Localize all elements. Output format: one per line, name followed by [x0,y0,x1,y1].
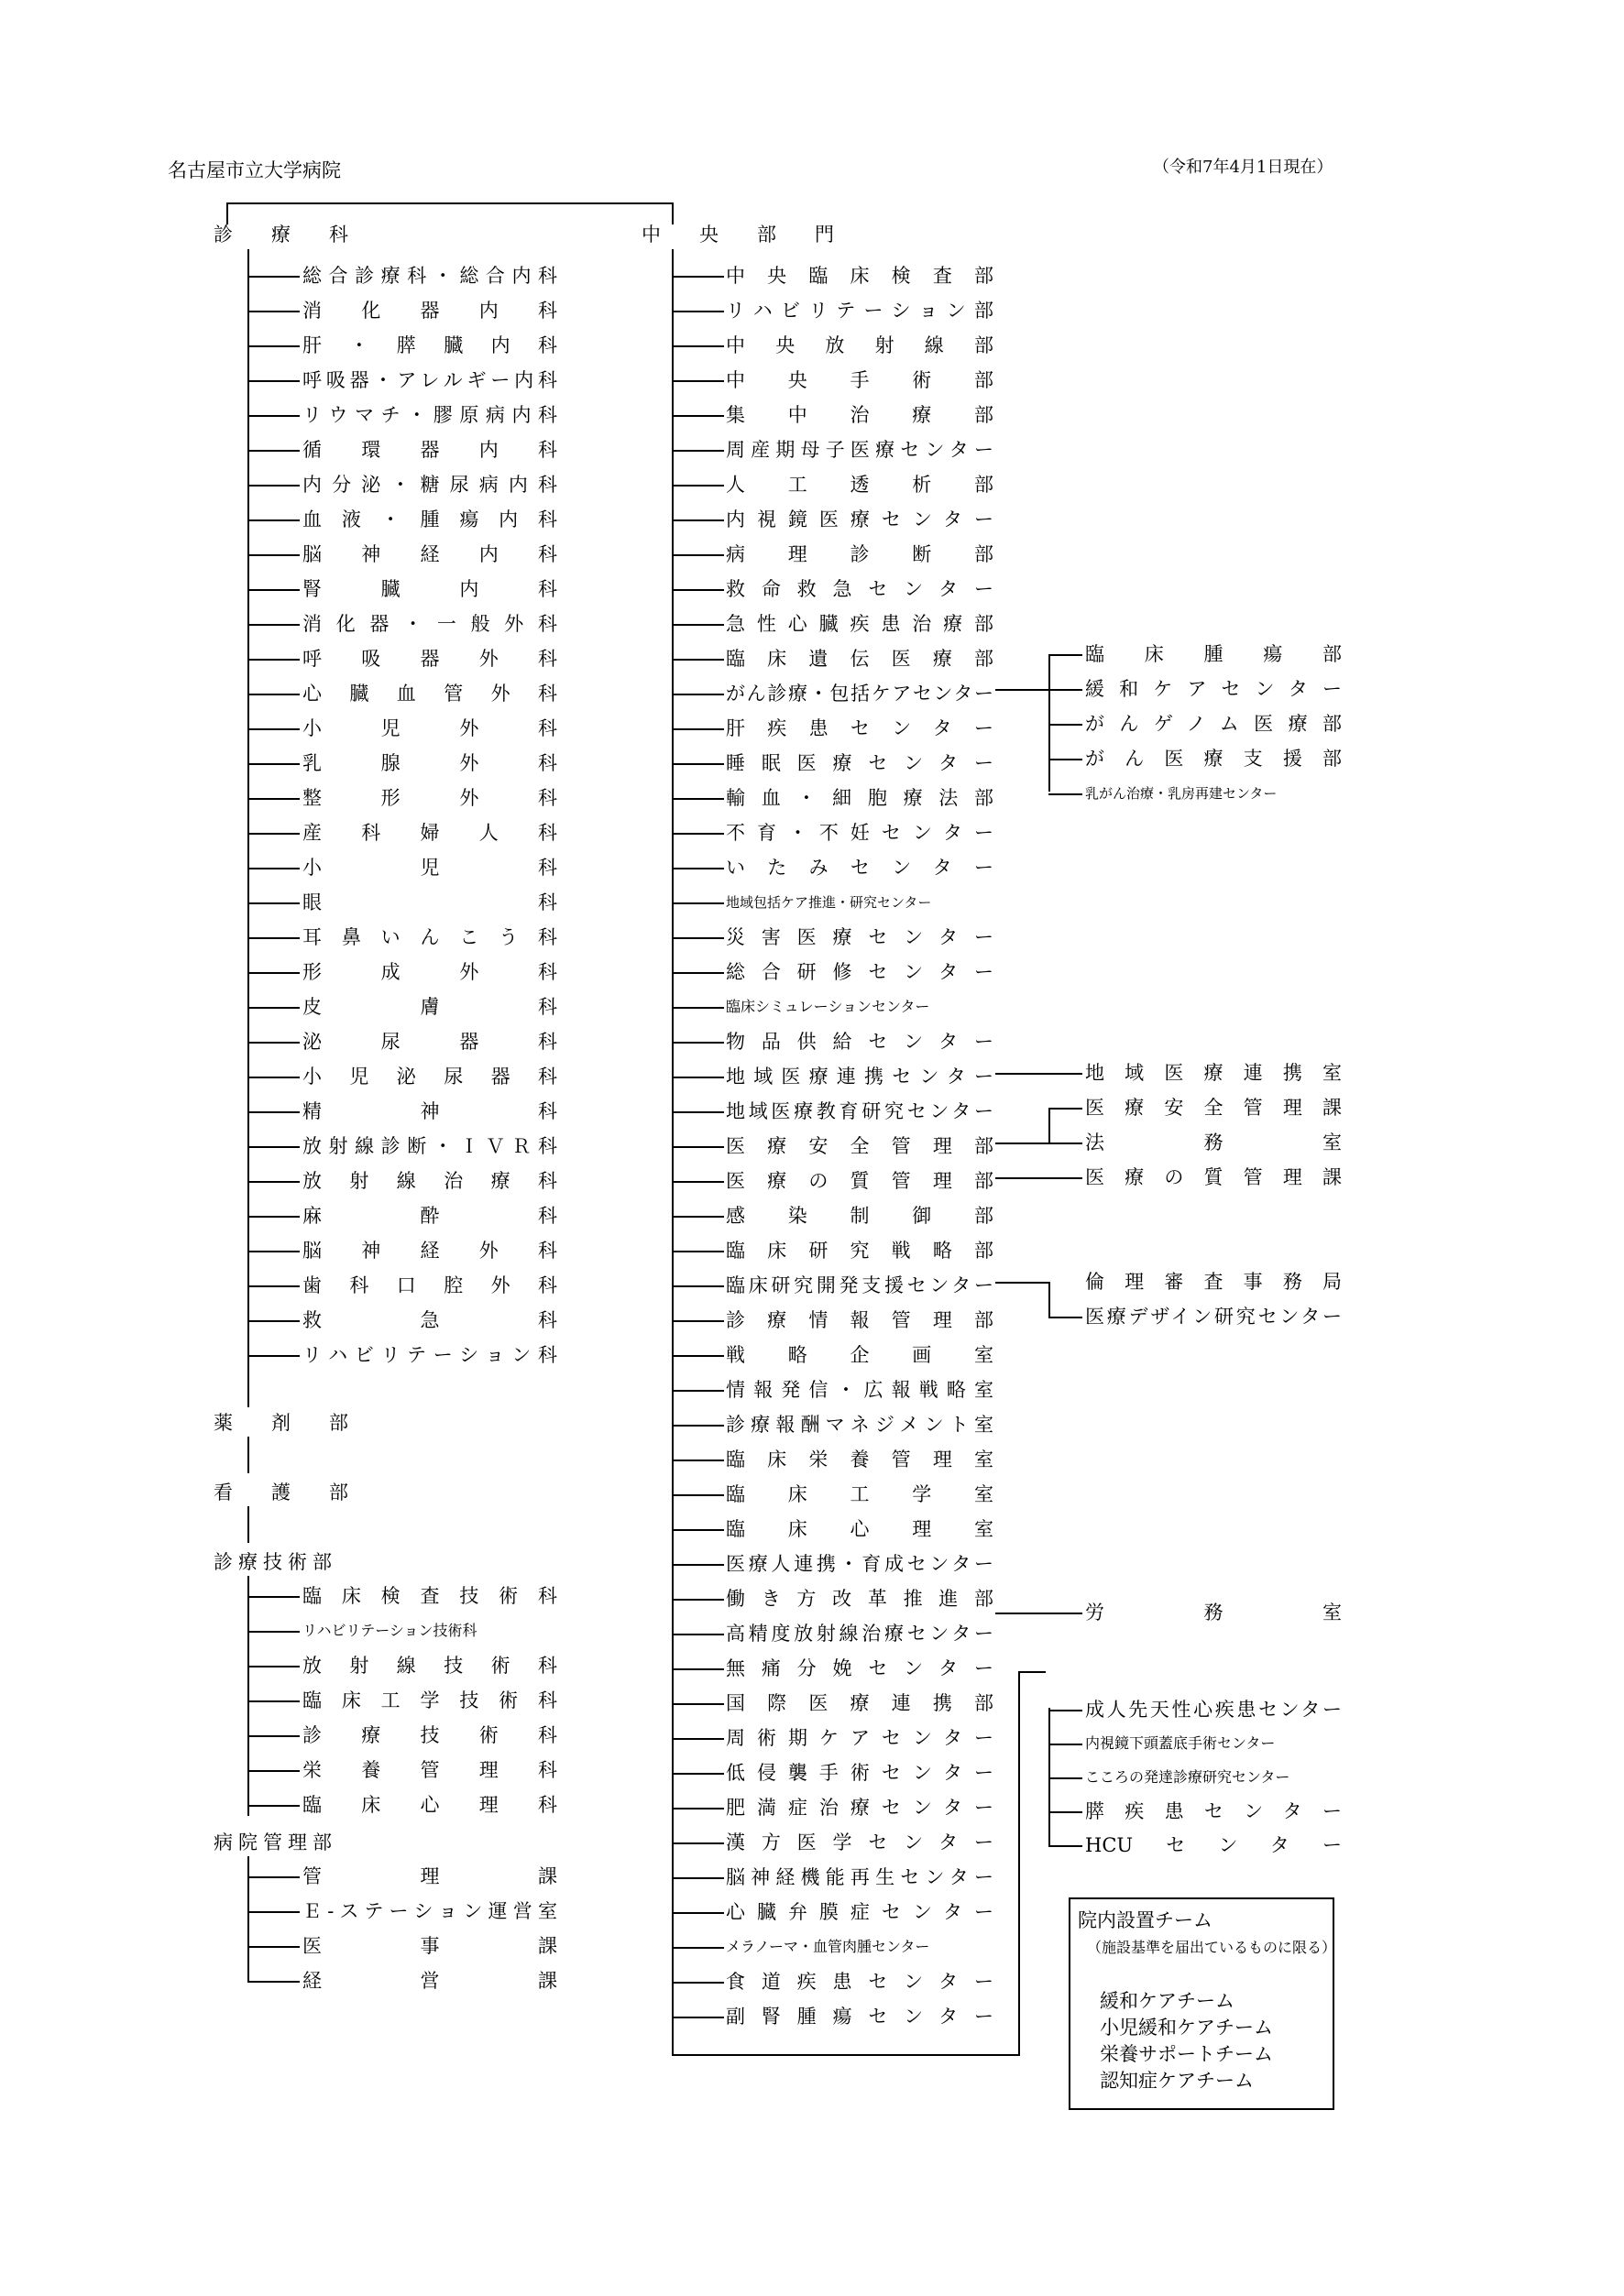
branch-line [247,1735,300,1737]
top-connector-line [672,202,674,224]
hospital-name: 名古屋市立大学病院 [168,159,341,181]
chuo-bumon-item: 臨床シミュレーションセンター [726,998,930,1015]
chuo-bumon-item: 人工透析部 [726,474,993,496]
shinryogijutsu-item: 臨床心理科 [302,1794,557,1816]
branch-line [672,1877,724,1879]
branch-line [672,1912,724,1914]
branch-line [672,1390,724,1392]
branch-line [247,1042,300,1044]
chuo-bumon-item: 肝疾患センター [726,717,993,739]
shinryoka-item: 歯科口腔外科 [302,1274,557,1296]
branch-line [1048,793,1082,795]
branch-line [247,902,300,904]
shinryoka-item: 産科婦人科 [302,822,557,844]
chuo-bumon-item: 臨床工学室 [726,1483,993,1505]
chuo-bumon-item: 輸血・細胞療法部 [726,787,993,809]
branch-line [247,485,300,487]
branch-line [1048,1845,1082,1847]
shinryoka-item: 形成外科 [302,961,557,983]
branch-line [1048,1710,1082,1711]
connector-chiiki [995,1073,1082,1075]
chuo-bumon-item: 情報発信・広報戦略室 [726,1379,993,1401]
anzen-sub-spine [1048,1108,1050,1144]
chuo-bumon-item: 肥満症治療センター [726,1797,993,1819]
chuo-bumon-item: 地域包括ケア推進・研究センター [726,894,932,911]
chuo-bumon-item: 臨床研究戦略部 [726,1240,993,1262]
branch-line [672,1007,724,1009]
shinryoka-item: 放射線診断・ＩＶＲ科 [302,1135,557,1157]
shinryoka-item: 心臓血管外科 [302,683,557,705]
branch-line [247,694,300,695]
left-spine [247,1856,249,1983]
branch-line [247,1631,300,1633]
branch-line [1048,1777,1082,1779]
chuo-bumon-item: 中央放射線部 [726,334,993,356]
chiiki-renkei-shitsu: 地域医療連携室 [1085,1062,1342,1084]
romu-shitsu: 労務室 [1085,1602,1342,1624]
shinryoka-item: 泌尿器科 [302,1031,557,1053]
left-spine [247,1437,249,1473]
chuo-bumon-item: 総合研修センター [726,961,993,983]
connector-anzen [995,1143,1050,1144]
branch-line [672,345,724,347]
shinryoka-item: 救急科 [302,1309,557,1331]
branch-line [672,276,724,278]
anzen-sub-branch [1048,1108,1082,1110]
connector-gan [995,689,1050,691]
center-right-bracket [1018,1671,1046,1673]
as-of-date: （令和7年4月1日現在） [1153,158,1333,177]
left-spine [247,1576,249,1816]
connector-kaihatsu [995,1282,1050,1284]
branch-line [1048,654,1082,656]
branch-line [247,1805,300,1807]
left-spine [247,249,249,1407]
byoinkanri-item: Ｅ-ステーション運営室 [302,1900,557,1922]
extra-center-item: HCUセンター [1085,1834,1342,1856]
branch-line [247,798,300,800]
branch-line [672,1494,724,1496]
anzen-kanri-ka: 医療安全管理課 [1085,1097,1342,1119]
shinryogijutsu-item: 診療技術科 [302,1724,557,1746]
branch-line [672,798,724,800]
shinryoka-item: 麻酔科 [302,1205,557,1227]
shinryoka-item: リウマチ・膠原病内科 [302,404,557,426]
branch-line [672,415,724,417]
branch-line [1048,759,1082,760]
shinryoka-item: 循環器内科 [302,439,557,461]
branch-line [247,1700,300,1702]
extra-center-item: 膵疾患センター [1085,1800,1342,1822]
branch-line [672,1529,724,1531]
branch-line [247,345,300,347]
chuo-bumon-item: 周術期ケアセンター [726,1727,993,1749]
kaihatsu-sub-branch [1048,1317,1082,1318]
branch-line [247,1007,300,1009]
chuo-bumon-item: 不育・不妊センター [726,822,993,844]
branch-line [672,554,724,556]
chuo-bumon-item: 臨床遺伝医療部 [726,648,993,670]
chuo-bumon-item: 中央臨床検査部 [726,265,993,287]
chuo-bumon-item: 臨床心理室 [726,1518,993,1540]
branch-line [672,1982,724,1984]
shinryoka-item: 内分泌・糖尿病内科 [302,474,557,496]
shinryoka-item: 消化器・一般外科 [302,613,557,635]
branch-line [672,1842,724,1844]
extra-center-item: 内視鏡下頭蓋底手術センター [1085,1734,1276,1752]
chuo-bumon-item: 戦略企画室 [726,1344,993,1366]
chuo-bumon-item: メラノーマ・血管肉腫センター [726,1938,930,1955]
branch-line [672,311,724,312]
team-box-title: 院内設置チーム [1078,1909,1213,1931]
branch-line [672,1703,724,1705]
team-box [1069,1897,1337,2110]
branch-line [247,1216,300,1218]
branch-line [247,1355,300,1357]
branch-line [247,833,300,835]
branch-line [247,728,300,730]
iryo-design-center: 医療デザイン研究センター [1085,1306,1342,1328]
branch-line [672,1216,724,1218]
connector-hatarakikata [995,1613,1082,1614]
branch-line [672,485,724,487]
chuo-bumon-item: 物品供給センター [726,1031,993,1053]
chuo-bumon-item: 睡眠医療センター [726,752,993,774]
shinryogijutsu-item: 栄養管理科 [302,1759,557,1781]
center-right-bracket [1018,1671,1020,2056]
chuo-bumon-item: 診療報酬マネジメント室 [726,1414,993,1436]
branch-line [672,1181,724,1183]
branch-line [247,1320,300,1322]
branch-line [247,276,300,278]
branch-line [247,554,300,556]
shinryoka-item: 乳腺外科 [302,752,557,774]
byoinkanri-item: 経営課 [302,1970,557,1992]
branch-line [247,1911,300,1913]
chuo-bumon-item: 診療情報管理部 [726,1309,993,1331]
chuo-bumon-item: 臨床研究開発支援センター [726,1274,993,1296]
chuo-bumon-item: 地域医療連携センター [726,1066,993,1088]
chuo-bumon-item: 心臓弁膜症センター [726,1901,993,1923]
branch-line [247,1181,300,1183]
branch-line [247,1770,300,1772]
extra-centers-spine [1048,1708,1050,1845]
team-item: 緩和ケアチーム [1100,1990,1234,2012]
shinryoka-item: 脳神経外科 [302,1240,557,1262]
gan-sub-item: 乳がん治療・乳房再建センター [1085,785,1278,802]
chuo-bumon-item: 急性心臓疾患治療部 [726,613,993,635]
shinryoka-item: 精神科 [302,1100,557,1122]
branch-line [1048,1811,1082,1813]
chuo-bumon-item: がん診療・包括ケアセンター [726,683,993,705]
rinri-shinsa-jimukyoku: 倫理審査事務局 [1085,1271,1342,1293]
center-bottom-line [672,2054,1020,2056]
branch-line [672,937,724,939]
branch-line [247,763,300,765]
left-spine [247,1506,249,1543]
extra-center-item: こころの発達診療研究センター [1085,1768,1290,1786]
chuo-bumon-item: 無痛分娩センター [726,1657,993,1679]
branch-line [247,972,300,974]
chuo-bumon-item: 周産期母子医療センター [726,439,993,461]
branch-line [247,380,300,382]
shinryoka-item: 血液・腫瘍内科 [302,508,557,530]
byoinkanri-item: 管理課 [302,1865,557,1887]
branch-line [247,519,300,521]
branch-line [247,624,300,626]
shinryoka-item: 腎臓内科 [302,578,557,600]
gan-sub-item: 緩和ケアセンター [1085,678,1342,700]
branch-line [672,1738,724,1740]
shinryoka-item: 小児外科 [302,717,557,739]
branch-line [672,1599,724,1601]
branch-line [247,1666,300,1667]
shinryoka-item: 皮膚科 [302,996,557,1018]
branch-line [672,2017,724,2018]
chuo-bumon-item: 働き方改革推進部 [726,1588,993,1610]
shinryoka-item: 肝・膵臓内科 [302,334,557,356]
shinryoka-item: リハビリテーション科 [302,1344,557,1366]
chuo-bumon-item: リハビリテーション部 [726,300,993,322]
branch-line [247,1946,300,1948]
chuo-bumon-item: 医療安全管理部 [726,1135,993,1157]
shinryoka-item: 眼科 [302,891,557,913]
homu-shitsu: 法務室 [1085,1132,1342,1153]
branch-line [247,1146,300,1148]
team-item: 小児緩和ケアチーム [1100,2017,1273,2039]
branch-line [672,1564,724,1566]
shinryoka-item: 小児泌尿器科 [302,1066,557,1088]
branch-line [672,589,724,591]
chuo-bumon-item: 中央手術部 [726,369,993,391]
branch-line [672,1355,724,1357]
branch-line [247,311,300,312]
heading-kango: 看 護 部 [214,1481,348,1503]
chuo-bumon-item: 高精度放射線治療センター [726,1623,993,1645]
branch-line [247,450,300,452]
shinryoka-item: 放射線治療科 [302,1170,557,1192]
shinryoka-item: 消化器内科 [302,300,557,322]
branch-line [672,1111,724,1113]
branch-line [672,624,724,626]
chuo-bumon-item: 食道疾患センター [726,1971,993,1993]
branch-line [672,1251,724,1252]
branch-line [672,1320,724,1322]
byoinkanri-item: 医事課 [302,1935,557,1957]
shinryoka-item: 呼吸器外科 [302,648,557,670]
chuo-bumon-item: 内視鏡医療センター [726,508,993,530]
chuo-bumon-item: 漢方医学センター [726,1831,993,1853]
chuo-bumon-item: 低侵襲手術センター [726,1762,993,1784]
extra-center-item: 成人先天性心疾患センター [1085,1699,1342,1721]
branch-line [672,833,724,835]
chuo-bumon-item: 医療の質管理部 [726,1170,993,1192]
branch-line [247,1981,300,1983]
gan-sub-item: がんゲノム医療部 [1085,713,1342,735]
branch-line [672,1634,724,1635]
heading-byoinkanri: 病院管理部 [214,1831,337,1853]
chuo-bumon-item: 感染制御部 [726,1205,993,1227]
team-item: 認知症ケアチーム [1100,2070,1254,2092]
shinryogijutsu-item: 臨床工学技術科 [302,1689,557,1711]
heading-shinryoka: 診 療 科 [214,224,348,246]
gan-sub-spine [1048,654,1050,792]
chuo-bumon-item: 救命救急センター [726,578,993,600]
kaihatsu-sub-spine [1048,1282,1050,1318]
branch-line [247,659,300,661]
chuo-bumon-item: 地域医療教育研究センター [726,1100,993,1122]
branch-line [672,1773,724,1775]
gan-sub-item: がん医療支援部 [1085,748,1342,770]
gan-sub-item: 臨床腫瘍部 [1085,643,1342,665]
branch-line [672,868,724,869]
shinryoka-item: 整形外科 [302,787,557,809]
heading-shinryogijutsu: 診療技術部 [214,1551,337,1573]
chuo-bumon-item: 集中治療部 [726,404,993,426]
branch-line [247,1077,300,1078]
branch-line [672,659,724,661]
shinryogijutsu-item: 臨床検査技術科 [302,1585,557,1607]
branch-line [672,1285,724,1287]
shinryoka-item: 呼吸器・アレルギー内科 [302,369,557,391]
anzen-sub-branch [1048,1143,1082,1144]
branch-line [672,972,724,974]
shinryoka-item: 耳鼻いんこう科 [302,926,557,948]
branch-line [672,1668,724,1670]
team-box-note: （施設基準を届出ているものに限る） [1087,1939,1337,1956]
shinryoka-item: 脳神経内科 [302,543,557,565]
chuo-bumon-item: 医療人連携・育成センター [726,1553,993,1575]
heading-yakuzai: 薬 剤 部 [214,1412,348,1434]
chuo-bumon-item: いたみセンター [726,857,993,879]
branch-line [247,1251,300,1252]
shinryogijutsu-item: リハビリテーション技術科 [302,1622,477,1639]
chuo-bumon-item: 病理診断部 [726,543,993,565]
connector-shitsu [995,1177,1082,1179]
top-connector-line [226,202,674,204]
branch-line [672,1425,724,1427]
branch-line [672,902,724,904]
branch-line [672,728,724,730]
shinryogijutsu-item: 放射線技術科 [302,1655,557,1677]
branch-line [247,589,300,591]
branch-line [672,450,724,452]
chuo-bumon-item: 災害医療センター [726,926,993,948]
branch-line [672,1460,724,1461]
branch-line [247,937,300,939]
chuo-bumon-item: 副腎腫瘍センター [726,2006,993,2028]
branch-line [247,868,300,869]
team-item: 栄養サポートチーム [1100,2043,1273,2065]
branch-line [672,380,724,382]
branch-line [247,1111,300,1113]
branch-line [247,1596,300,1598]
branch-line [672,1808,724,1809]
branch-line [247,1876,300,1878]
shinryoka-item: 総合診療科・総合内科 [302,265,557,287]
heading-chuo-bumon: 中 央 部 門 [642,224,834,246]
branch-line [1048,724,1082,726]
branch-line [672,1146,724,1148]
branch-line [672,694,724,695]
chuo-bumon-item: 脳神経機能再生センター [726,1866,993,1888]
branch-line [672,1042,724,1044]
branch-line [247,415,300,417]
branch-line [247,1285,300,1287]
shitsu-kanri-ka: 医療の質管理課 [1085,1166,1342,1188]
chuo-bumon-item: 国際医療連携部 [726,1692,993,1714]
branch-line [1048,1744,1082,1745]
shinryoka-item: 小児科 [302,857,557,879]
branch-line [672,1077,724,1078]
branch-line [672,763,724,765]
branch-line [672,519,724,521]
branch-line [1048,689,1082,691]
chuo-bumon-item: 臨床栄養管理室 [726,1449,993,1471]
branch-line [672,1947,724,1949]
top-connector-line [226,202,228,224]
